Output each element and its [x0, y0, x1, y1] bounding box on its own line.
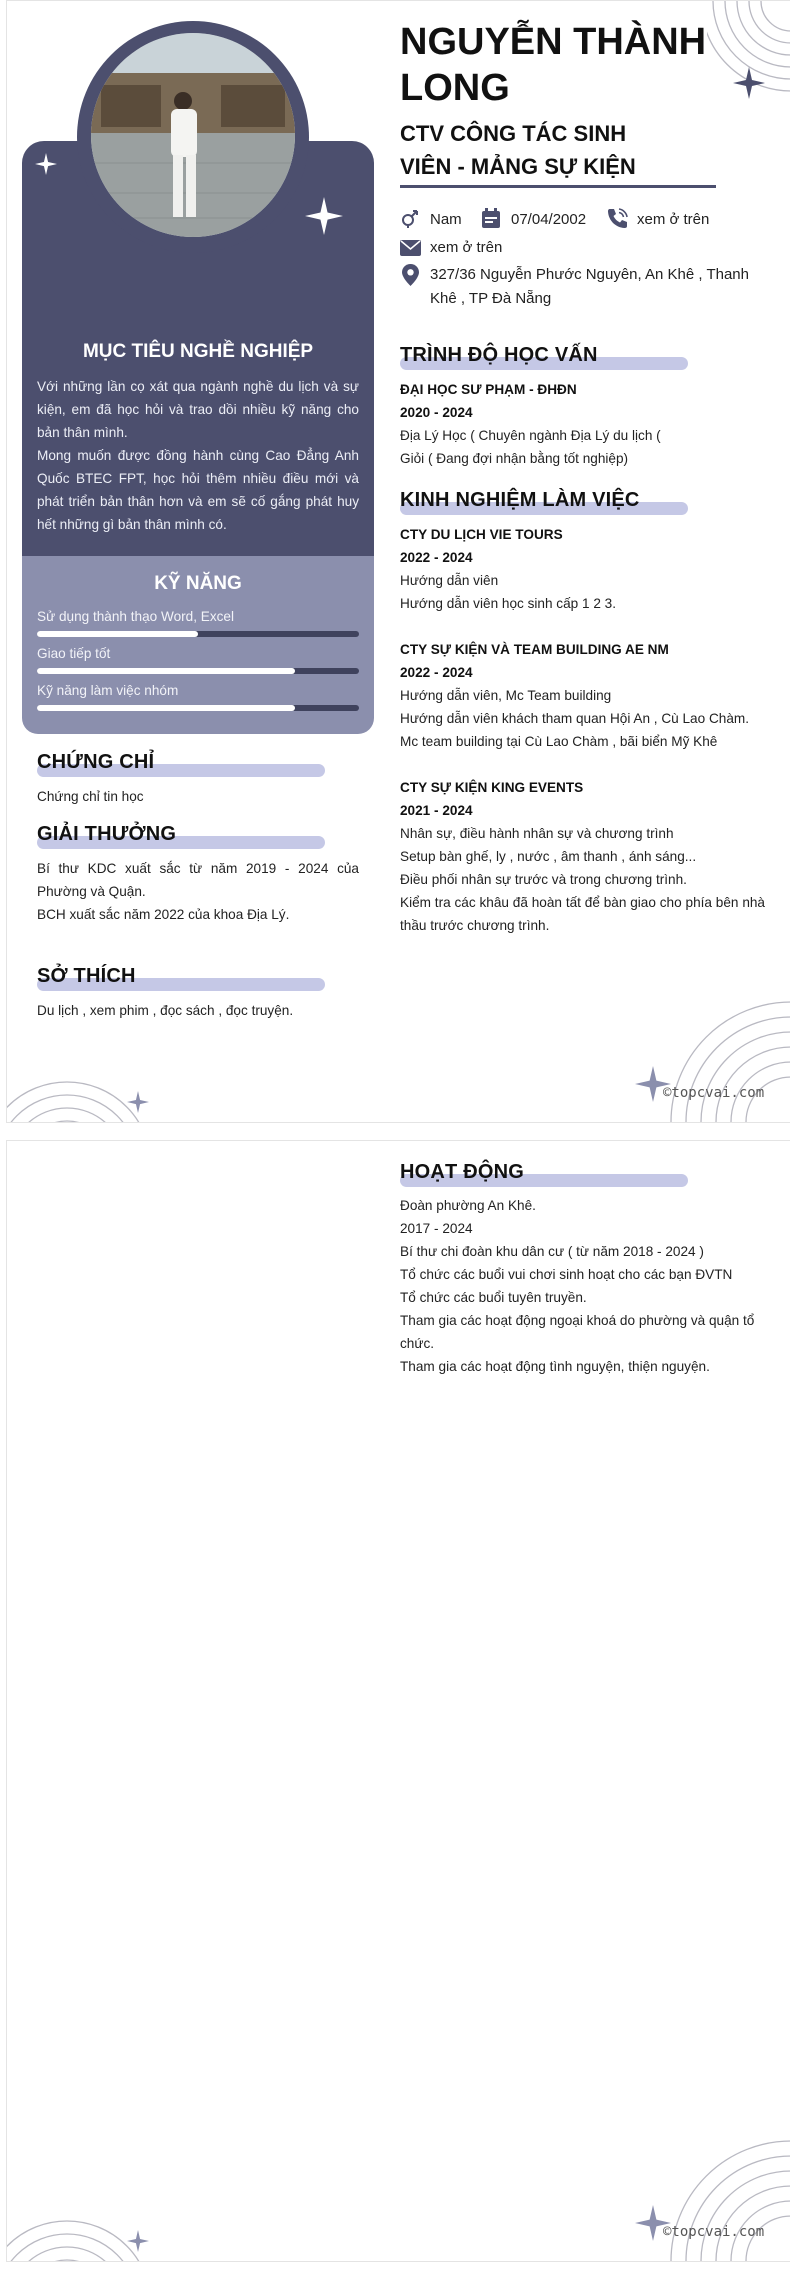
sparkle-icon — [127, 2230, 149, 2252]
watermark: ©topcvai.com — [663, 2224, 765, 2240]
job-company: CTY DU LỊCH VIE TOURS — [400, 527, 563, 542]
job-description: Hướng dẫn viên, Mc Team building Hướng dẫn viên khách tham quan Hội An , Cù Lao Chàm. Mc team building tại Cù Lao Chàm , bãi biển Mỹ Khê — [400, 688, 749, 749]
skill-bar — [37, 705, 359, 711]
activities-title: HOẠT ĐỘNG — [400, 1161, 525, 1183]
certificates-title: CHỨNG CHỈ — [37, 751, 155, 773]
job-period: 2021 - 2024 — [400, 803, 473, 818]
skill-name: Sử dụng thành thạo Word, Excel — [37, 609, 235, 624]
education-school: ĐẠI HỌC SƯ PHẠM - ĐHĐN — [400, 382, 577, 397]
skill-bar-fill — [37, 705, 295, 711]
contact-phone: xem ở trên — [637, 211, 710, 228]
cv-page-1 — [6, 0, 790, 1123]
skills-title: KỸ NĂNG — [154, 573, 242, 594]
location-icon — [402, 264, 419, 286]
sparkle-icon — [35, 153, 57, 175]
arc-decoration-icon — [7, 2195, 147, 2261]
contact-gender: Nam — [430, 211, 462, 228]
sparkle-icon — [127, 1091, 149, 1113]
sparkle-icon — [305, 197, 343, 235]
contact-email: xem ở trên — [430, 239, 503, 256]
candidate-name-line1: NGUYỄN THÀNH — [400, 21, 707, 63]
activities-period: 2017 - 2024 — [400, 1221, 473, 1236]
email-icon — [400, 240, 421, 256]
candidate-role-line2: VIÊN - MẢNG SỰ KIỆN — [400, 154, 636, 179]
skill-name: Giao tiếp tốt — [37, 646, 111, 661]
experience-title: KINH NGHIỆM LÀM VIỆC — [400, 489, 640, 511]
header-divider — [400, 185, 716, 188]
activities-org: Đoàn phường An Khê. — [400, 1198, 536, 1213]
objective-text: Với những lần cọ xát qua ngành nghề du lịch và sự kiện, em đã học hỏi và trao dồi nhiều kỹ năng cho bản thân mình. Mong muốn được đồng hành cùng Cao Đẳng Anh Quốc BTEC FPT, học hỏi thêm nhiều điều mới và phát triển bản thân hơn và em sẽ cố gắng phát huy hết những gì bản thân mình có. — [37, 379, 359, 532]
contact-address-line2: Khê , TP Đà Nẵng — [430, 290, 552, 307]
candidate-role — [400, 117, 740, 183]
arc-decoration-icon — [7, 1056, 147, 1122]
education-title: TRÌNH ĐỘ HỌC VẤN — [400, 344, 598, 366]
avatar — [91, 33, 295, 237]
job-period: 2022 - 2024 — [400, 550, 473, 565]
education-text: Địa Lý Học ( Chuyên ngành Địa Lý du lịch ( Giỏi ( Đang đợi nhận bằng tốt nghiệp) — [400, 428, 661, 466]
phone-icon — [607, 208, 628, 229]
job-period: 2022 - 2024 — [400, 665, 473, 680]
job-description: Nhân sự, điều hành nhân sự và chương trình Setup bàn ghế, ly , nước , âm thanh , ánh sáng... Điều phối nhân sự trước và trong chương trình. Kiểm tra các khâu đã hoàn tất để bàn giao cho phía bên nhà thầu trước chương trình. — [400, 826, 765, 933]
calendar-icon — [481, 208, 501, 229]
awards-text: Bí thư KDC xuất sắc từ năm 2019 - 2024 của Phường và Quận. BCH xuất sắc năm 2022 của khoa Địa Lý. — [37, 861, 359, 922]
skill-name: Kỹ năng làm việc nhóm — [37, 683, 179, 698]
candidate-name-line2: LONG — [400, 67, 510, 109]
skill-bar-fill — [37, 631, 198, 637]
skill-bar-fill — [37, 668, 295, 674]
watermark: ©topcvai.com — [663, 1085, 765, 1101]
hobbies-title: SỞ THÍCH — [37, 965, 136, 987]
education-period: 2020 - 2024 — [400, 405, 473, 420]
hobbies-text: Du lịch , xem phim , đọc sách , đọc truyện. — [37, 1003, 294, 1018]
job-company: CTY SỰ KIỆN VÀ TEAM BUILDING AE NM — [400, 642, 669, 657]
candidate-name — [400, 19, 740, 111]
job-description: Hướng dẫn viên Hướng dẫn viên học sinh cấp 1 2 3. — [400, 573, 617, 611]
activities-text: Bí thư chi đoàn khu dân cư ( từ năm 2018 - 2024 ) Tổ chức các buổi vui chơi sinh hoạt cho các bạn ĐVTN Tổ chức các buổi tuyên truyền. Tham gia các hoạt động ngoại khoá do phường và quận tổ chức. Tham gia các hoạt động tình nguyện, thiện nguyện. — [400, 1244, 755, 1374]
objective-title: MỤC TIÊU NGHỀ NGHIỆP — [82, 341, 314, 362]
skill-bar — [37, 668, 359, 674]
contact-birthday: 07/04/2002 — [511, 211, 587, 228]
skill-bar — [37, 631, 359, 637]
contact-address-line1: 327/36 Nguyễn Phước Nguyên, An Khê , Thanh — [430, 266, 749, 283]
candidate-role-line1: CTV CÔNG TÁC SINH — [400, 121, 627, 146]
job-company: CTY SỰ KIỆN KING EVENTS — [400, 780, 584, 795]
cv-page-2 — [6, 1140, 790, 2262]
certificates-text: Chứng chỉ tin học — [37, 789, 144, 804]
contact-address — [430, 263, 770, 311]
gender-icon — [400, 209, 420, 229]
awards-title: GIẢI THƯỞNG — [37, 823, 177, 845]
